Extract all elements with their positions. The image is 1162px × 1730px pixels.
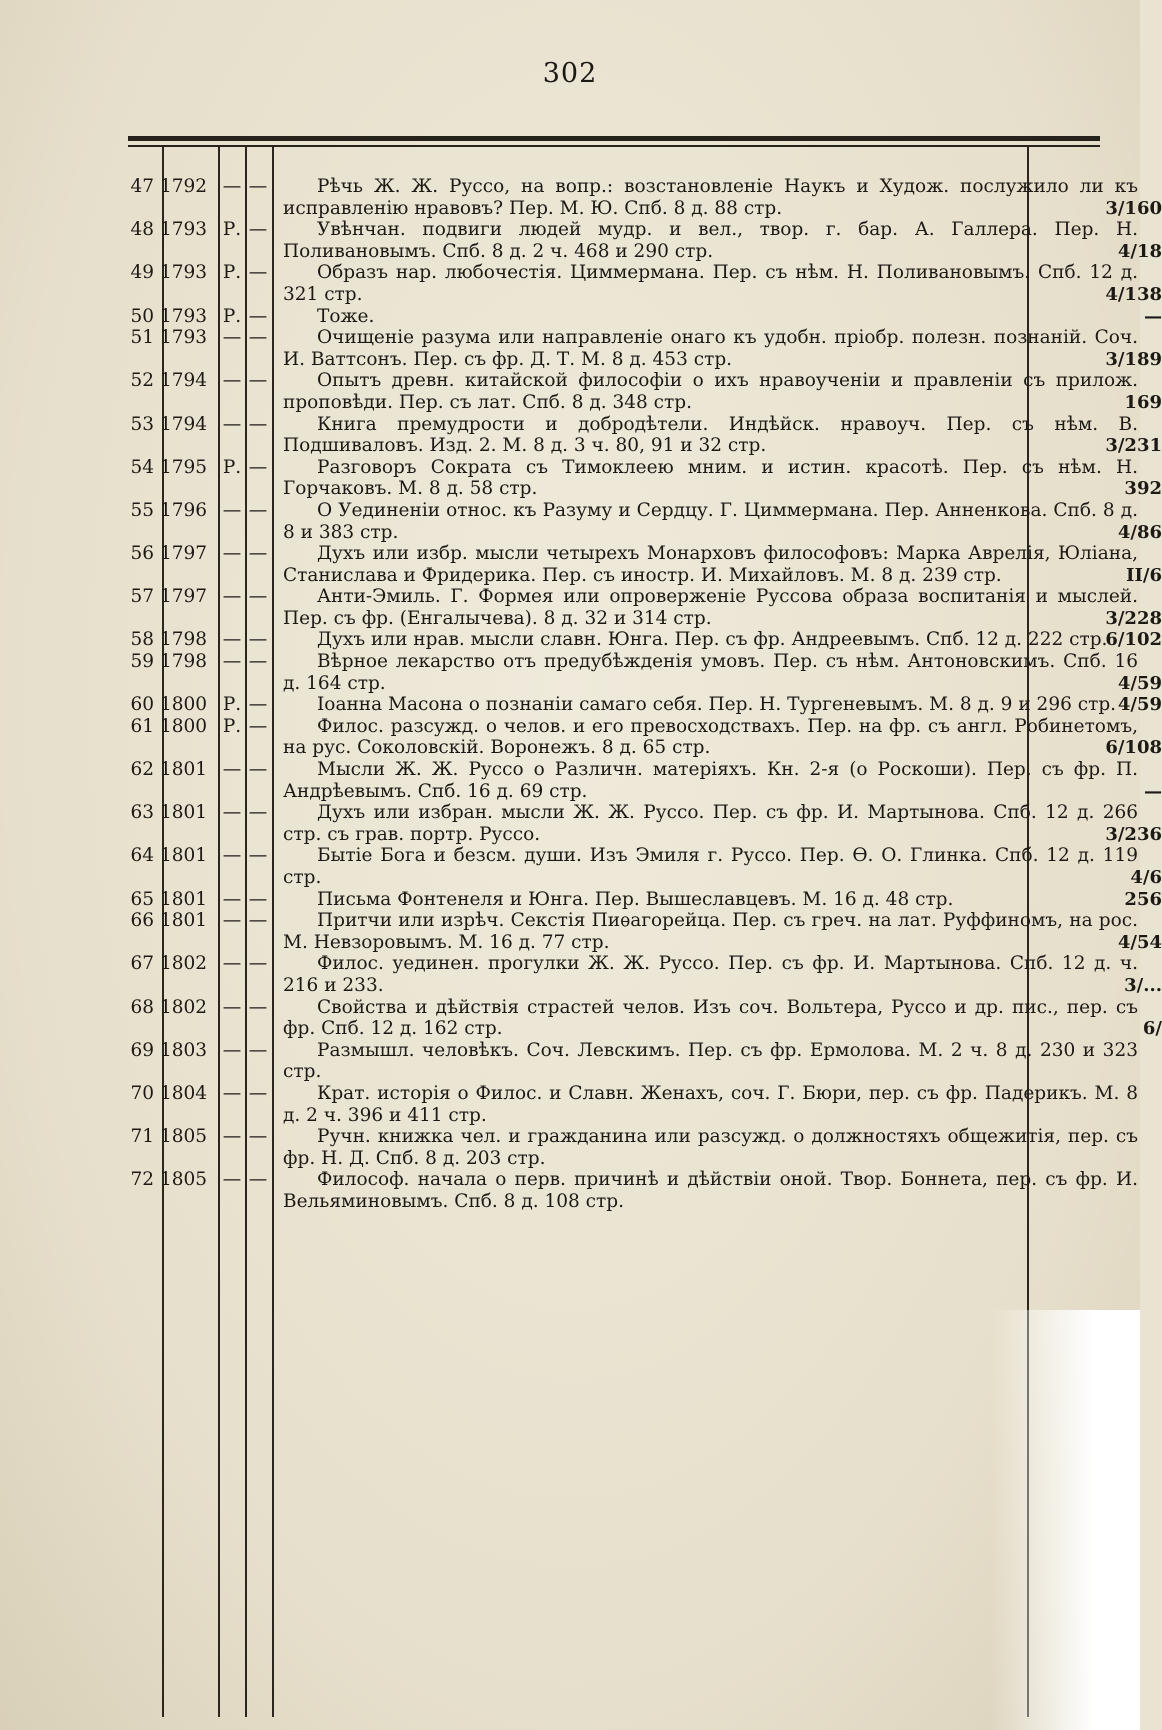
entry-code: 3/231 [1105,435,1162,457]
entry-mark: — [222,996,242,1018]
entry-mark: — [222,499,242,521]
entry-mark-2: — [248,327,268,349]
entry-mark: — [222,1169,242,1191]
entry-text: Очищеніе разума или направленіе онаго къ удобн. пріобр. полезн. познаній. Соч. И. Ваттсонъ. Пер. съ фр. Д. Т. М. 8 д. 453 стр. [283,327,1138,370]
entry-mark: — [222,888,242,910]
entry-mark-2: — [248,629,268,651]
entry-mark-2: — [248,370,268,392]
entry-year: 1793 [160,327,208,349]
catalog-entry [120,1039,1138,1083]
catalog-entry [120,176,1162,219]
entry-text: Духъ или нрав. мысли славн. Юнга. Пер. съ фр. Андреевымъ. Спб. 12 д. 222 стр. [317,629,1108,651]
catalog-entry [120,953,1162,996]
entry-code: 3/228 [1105,607,1162,629]
entry-code: 4/59 [1117,672,1162,694]
entry-year: 1800 [160,715,208,737]
entry-year: 1801 [160,910,208,932]
entry-mark-2: — [248,953,268,975]
entry-mark: — [222,1039,242,1061]
entry-mark: — [222,953,242,975]
entry-text: Крат. исторія о Филос. и Славн. Женахъ, соч. Г. Бюри, пер. съ фр. Падерикъ. М. 8 д. 2 ч. 396 и 411 стр. [283,1082,1138,1126]
entry-mark-2: — [248,845,268,867]
entry-year: 1803 [160,1039,208,1061]
entry-mark-2: — [248,802,268,824]
entry-year: 1794 [160,413,208,435]
catalog-entry [120,845,1162,888]
catalog-entry [120,651,1162,694]
catalog-entry [120,629,1162,651]
entry-number: 55 [130,499,154,521]
page-number: 302 [542,58,598,89]
entry-number: 56 [130,543,154,565]
entry-mark-2: — [248,586,268,608]
catalog-entry [120,370,1162,413]
entry-number: 64 [130,845,154,867]
entry-number: 47 [130,176,154,197]
entry-year: 1795 [160,456,208,478]
entry-mark: — [222,370,242,392]
entry-mark-2: — [248,1082,268,1104]
catalog-entry [120,802,1162,845]
entry-mark-2: — [248,694,268,716]
entry-number: 68 [130,996,154,1018]
entry-number: 65 [130,888,154,910]
entry-text: Притчи или изрѣч. Секстія Пиѳагорейца. Пер. съ греч. на лат. Руффиномъ, на рос. М. Невзоровымъ. М. 16 д. 77 стр. [283,910,1138,953]
catalog-entry [120,759,1162,802]
entry-number: 53 [130,413,154,435]
entry-code: 4/54 [1117,931,1162,953]
entry-code: 3/236 [1105,823,1162,845]
entry-mark-2: — [248,996,268,1018]
entry-code: 4/59 [1117,694,1162,716]
catalog-entry [120,1169,1138,1212]
entry-number: 51 [130,327,154,349]
entry-number: 52 [130,370,154,392]
catalog-entry [120,586,1162,629]
entry-mark-2: — [248,176,268,197]
entry-code: — [1144,305,1162,327]
entry-text: Іоанна Масона о познаніи самаго себя. Пер. Н. Тургеневымъ. М. 8 д. 9 и 296 стр. [317,694,1117,716]
entry-code: 3/189 [1105,348,1162,370]
entry-text: Филос. уединен. прогулки Ж. Ж. Руссо. Пер. съ фр. И. Мартынова. Спб. 12 д. ч. 216 и 233. [283,953,1138,996]
entry-mark-2: — [248,759,268,781]
catalog-entry [120,499,1162,543]
entry-mark: — [222,910,242,932]
entry-text: Духъ или избр. мысли четырехъ Монарховъ философовъ: Марка Аврелія, Юліана, Станислава и Фридерика. Пер. съ иностр. И. Михайловъ. М. 8 д. 239 стр. [283,543,1138,586]
entry-code: II/6 [1126,564,1162,586]
entry-year: 1805 [160,1169,208,1191]
entry-mark-2: — [248,413,268,435]
entry-year: 1797 [160,586,208,608]
entry-code: — [1144,780,1162,802]
catalog-entry [120,1082,1138,1126]
entry-number: 70 [130,1082,154,1104]
entry-mark-2: — [248,1169,268,1191]
entry-code: 3/... [1124,974,1162,996]
entry-code: 392 [1124,478,1162,500]
entry-number: 58 [130,629,154,651]
entry-year: 1793 [160,262,208,284]
entry-year: 1801 [160,759,208,781]
entry-mark: Р. [222,305,242,327]
entry-year: 1802 [160,953,208,975]
entry-mark: — [222,413,242,435]
catalog-entry [120,910,1162,953]
entry-mark-2: — [248,1039,268,1061]
entry-text: Размышл. человѣкъ. Соч. Левскимъ. Пер. съ фр. Ермолова. М. 2 ч. 8 д. 230 и 323 стр. [283,1039,1138,1083]
entry-number: 61 [130,715,154,737]
entry-text: Анти-Эмиль. Г. Формея или опроверженіе Руссова образа воспитанія и мыслей. Пер. съ фр. (Енгалычева). 8 д. 32 и 314 стр. [283,586,1138,629]
entry-code: 4/18 [1117,240,1162,262]
entry-number: 62 [130,759,154,781]
entry-year: 1801 [160,802,208,824]
entry-mark: Р. [222,456,242,478]
entry-mark-2: — [248,305,268,327]
catalog-entry [120,1126,1138,1169]
catalog-entry [120,327,1162,370]
entry-text: Разговоръ Сократа съ Тимоклеею мним. и истин. красотѣ. Пер. съ нѣм. Н. Горчаковъ. М. 8 д. 58 стр. [283,456,1138,500]
entry-mark: — [222,327,242,349]
entry-text: Бытіе Бога и безсм. души. Изъ Эмиля г. Руссо. Пер. Ѳ. О. Глинка. Спб. 12 д. 119 стр. [283,845,1138,888]
entry-number: 60 [130,694,154,716]
entry-mark: — [222,543,242,565]
catalog-entry [120,219,1162,262]
entry-text: Письма Фонтенеля и Юнга. Пер. Вышеславцевъ. М. 16 д. 48 стр. [317,888,954,910]
entry-year: 1798 [160,651,208,673]
header-rule-thick [128,136,1100,141]
catalog-entry [120,413,1162,457]
entry-year: 1796 [160,499,208,521]
entry-text: Филос. разсужд. о челов. и его превосходствахъ. Пер. на фр. съ англ. Робинетомъ, на рус. Соколовскій. Воронежъ. 8 д. 65 стр. [283,715,1138,759]
entry-text: Философ. начала о перв. причинѣ и дѣйствіи оной. Твор. Боннета, пер. съ фр. И. Вельяминовымъ. Спб. 8 д. 108 стр. [283,1169,1138,1212]
entry-year: 1800 [160,694,208,716]
entry-mark: — [222,802,242,824]
catalog-entry [120,543,1162,586]
entry-number: 63 [130,802,154,824]
entry-number: 72 [130,1169,154,1191]
entry-code: 256 [1124,888,1162,910]
catalog-table [120,176,1162,1213]
entry-code: 4/86 [1117,521,1162,543]
entry-number: 57 [130,586,154,608]
catalog-entry [120,888,1162,911]
entry-text: Мысли Ж. Ж. Руссо о Различн. матеріяхъ. Кн. 2-я (о Роскоши). Пер. съ фр. П. Андрѣевымъ. Спб. 16 д. 69 стр. [283,759,1138,802]
entry-mark: — [222,1126,242,1148]
entry-text: Вѣрное лекарство отъ предубѣжденія умовъ. Пер. съ нѣм. Антоновскимъ. Спб. 16 д. 164 стр. [283,651,1138,694]
entry-text: Книга премудрости и добродѣтели. Индѣйск. нравоуч. Пер. съ нѣм. В. Подшиваловъ. Изд. 2. М. 8 д. 3 ч. 80, 91 и 32 стр. [283,413,1138,457]
entry-mark-2: — [248,456,268,478]
entry-mark-2: — [248,499,268,521]
entry-year: 1802 [160,996,208,1018]
entry-mark: — [222,845,242,867]
page-edge-shadow [990,1310,1140,1730]
catalog-entry [120,262,1162,305]
entry-year: 1801 [160,845,208,867]
entry-number: 69 [130,1039,154,1061]
entry-text: Рѣчь Ж. Ж. Руссо, на вопр.: возстановленіе Наукъ и Худож. послужило ли къ исправленію нравовъ? Пер. М. Ю. Спб. 8 д. 88 стр. [283,176,1138,219]
entry-number: 67 [130,953,154,975]
entry-mark-2: — [248,910,268,932]
catalog-entry [120,715,1162,759]
entry-text: Тоже. [317,305,375,327]
entry-mark: — [222,629,242,651]
entry-mark: — [222,651,242,673]
entry-year: 1805 [160,1126,208,1148]
entry-code: 6/102 [1105,629,1162,651]
catalog-entry [120,456,1162,500]
entry-year: 1801 [160,888,208,910]
entry-text: Свойства и дѣйствія страстей челов. Изъ соч. Вольтера, Руссо и др. пис., пер. съ фр. Спб. 12 д. 162 стр. [283,996,1138,1040]
entry-mark-2: — [248,219,268,241]
entry-year: 1797 [160,543,208,565]
catalog-entry [120,996,1162,1040]
entry-mark-2: — [248,651,268,673]
entry-code: 4/6 [1130,867,1162,888]
entry-mark-2: — [248,543,268,565]
entry-year: 1794 [160,370,208,392]
entry-mark: — [222,1082,242,1104]
entry-text: О Уединеніи относ. къ Разуму и Сердцу. Г. Циммермана. Пер. Анненкова. Спб. 8 д. 8 и 383 стр. [283,499,1138,543]
entry-text: Духъ или избран. мысли Ж. Ж. Руссо. Пер. съ фр. И. Мартынова. Спб. 12 д. 266 стр. съ грав. портр. Руссо. [283,802,1138,845]
entry-year: 1792 [160,176,208,197]
entry-year: 1793 [160,305,208,327]
entry-number: 71 [130,1126,154,1148]
entry-year: 1793 [160,219,208,241]
entry-mark: Р. [222,219,242,241]
entry-number: 54 [130,456,154,478]
entry-code: 3/160 [1105,197,1162,219]
entry-code: 169 [1124,391,1162,413]
entry-mark: — [222,176,242,197]
entry-text: Образъ нар. любочестія. Циммермана. Пер. съ нѣм. Н. Поливановымъ. Спб. 12 д. 321 стр. [283,262,1138,305]
entry-code: 4/138 [1105,283,1162,305]
entry-code: 6/108 [1105,737,1162,759]
entry-mark: Р. [222,715,242,737]
entry-mark: Р. [222,694,242,716]
entry-number: 49 [130,262,154,284]
catalog-entry [120,305,1162,328]
entry-year: 1804 [160,1082,208,1104]
entry-number: 59 [130,651,154,673]
entry-mark: Р. [222,262,242,284]
entry-code: 6/ [1142,1018,1162,1040]
entry-mark-2: — [248,715,268,737]
entry-text: Опытъ древн. китайской философіи о ихъ нравоученіи и правленіи съ прилож. проповѣди. Пер. съ лат. Спб. 8 д. 348 стр. [283,370,1138,413]
catalog-entry [120,694,1162,716]
entry-year: 1798 [160,629,208,651]
entry-mark-2: — [248,262,268,284]
entry-mark: — [222,586,242,608]
entry-mark-2: — [248,888,268,910]
entry-text: Ручн. книжка чел. и гражданина или разсужд. о должностяхъ общежитія, пер. съ фр. Н. Д. Спб. 8 д. 203 стр. [283,1126,1138,1169]
entry-mark-2: — [248,1126,268,1148]
entry-text: Увѣнчан. подвиги людей мудр. и вел., твор. г. бар. А. Галлера. Пер. Н. Поливановымъ. Спб. 8 д. 2 ч. 468 и 290 стр. [283,219,1138,262]
entry-number: 50 [130,305,154,327]
entry-number: 66 [130,910,154,932]
entry-number: 48 [130,219,154,241]
entry-mark: — [222,759,242,781]
